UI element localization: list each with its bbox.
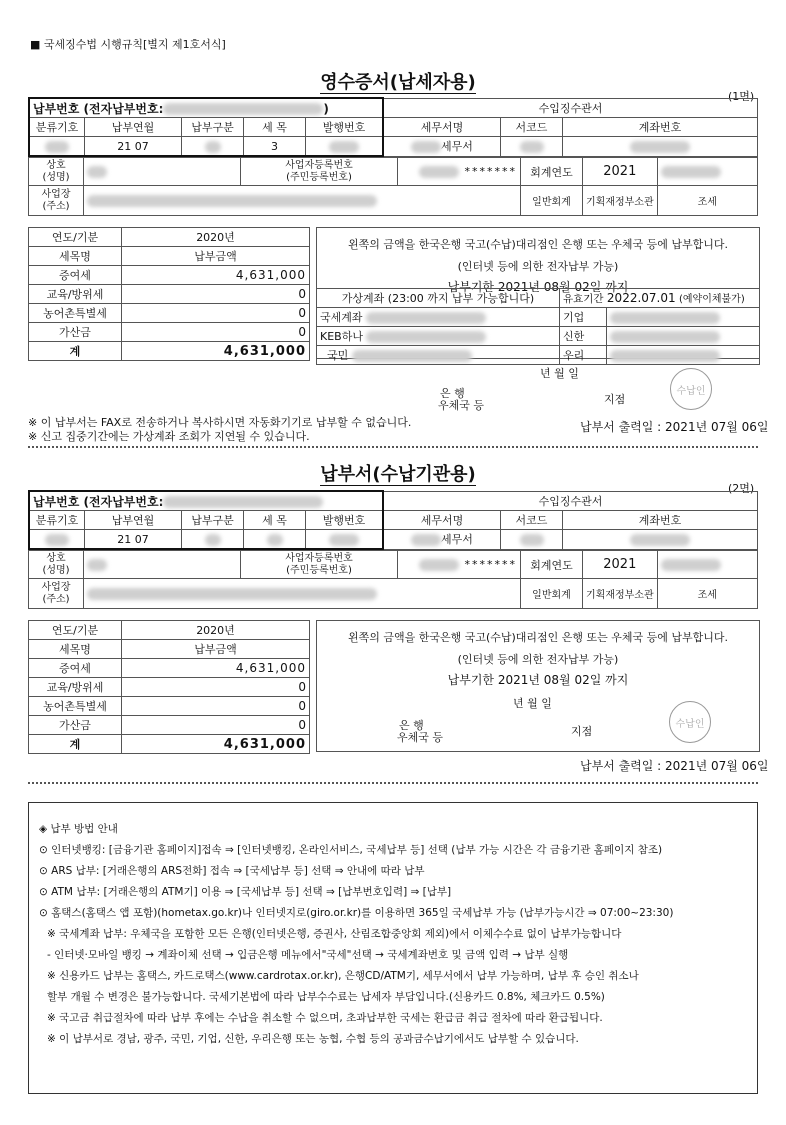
guide-line: ⊙ ATM 납부: [거래은행의 ATM기] 이용 ⇒ [국세납부 등] 선택 ⇒ [납부번호입력] ⇒ [납부] (39, 886, 452, 898)
printed-date-2: 납부서 출력일 : 2021년 07월 06일 (580, 759, 769, 773)
payment-slip-title: 납부서(수납기관용) (320, 464, 476, 485)
tax-code-value: 3 (244, 137, 306, 157)
row-value: 4,631,000 (122, 266, 310, 285)
col-issue-no: 발행번호 (306, 511, 384, 530)
row-name: 농어촌특별세 (29, 304, 122, 323)
guide-line: ※ 이 납부서로 경남, 광주, 국민, 기업, 신한, 우리은행 또는 농협, 수협 등의 공과금수납기에서도 납부할 수 있습니다. (47, 1033, 579, 1045)
col-account-no: 계좌번호 (563, 118, 758, 137)
col-payment-type: 납부구분 (182, 511, 244, 530)
reg-no-value: ******* (398, 158, 521, 186)
name-label: 상호 (성명) (29, 551, 84, 579)
col-account-no: 계좌번호 (563, 511, 758, 530)
bank-text: 은 행 (399, 719, 424, 732)
page-1-label: (1면) (728, 90, 755, 103)
notice-line2: (인터넷 등에 의한 전자납부 가능) (457, 260, 619, 273)
row-value: 0 (122, 678, 310, 697)
receipt-stamp: 수납인 (670, 368, 712, 410)
row-value: 0 (122, 697, 310, 716)
tax-type-label: 조세 (657, 579, 757, 609)
date-line: 년 월 일 (513, 697, 552, 710)
total-label: 계 (29, 342, 122, 361)
guide-line: ※ 국세계좌 납부: 우체국을 포함한 모든 은행(인터넷은행, 증권사, 산림조합중앙회 제외)에서 이체수수료 없이 납부가능합니다 (47, 928, 622, 940)
left-bank-row: KEB하나 (317, 327, 560, 346)
receipt-stamp: 수납인 (669, 701, 711, 743)
payment-no-label: 납부번호 (전자납부번호: ) (29, 98, 383, 118)
item-label: 세목명 (29, 640, 122, 659)
post-text: 우체국 등 (438, 399, 485, 412)
valid-period: 유효기간 2022.07.01 (예약이체불가) (560, 289, 760, 308)
ministry-label: 기획재정부소관 (583, 579, 658, 609)
reg-no-label: 사업자등록번호 (주민등록번호) (241, 551, 398, 579)
amounts-table-1 (28, 227, 310, 361)
fiscal-year-value: 2021 (583, 158, 658, 186)
col-tax-item: 세 목 (244, 511, 306, 530)
fiscal-year-label: 회계연도 (521, 551, 583, 579)
bank-label: 기업 (560, 308, 607, 327)
taxpayer-table-1 (28, 157, 758, 216)
tax-office-value: 세무서 (383, 137, 501, 157)
receipt-title: 영수증서(납세자용) (320, 72, 476, 93)
total-value: 4,631,000 (122, 735, 310, 754)
amount-label: 납부금액 (122, 247, 310, 266)
note-virtual: ※ 신고 집중기간에는 가상계좌 조회가 지연될 수 있습니다. (28, 430, 310, 443)
year-label: 연도/기분 (29, 621, 122, 640)
cut-line-2 (28, 782, 758, 784)
deadline: 납부기한 2021년 08월 02일 까지 (447, 280, 629, 294)
note-fax: ※ 이 납부서는 FAX로 전송하거나 복사하시면 자동화기기로 납부할 수 없습니다. (28, 416, 412, 429)
col-office-code: 서코드 (501, 511, 563, 530)
bank-label: 우리 (560, 346, 607, 365)
guide-title: ◈ 납부 방법 안내 (39, 823, 118, 835)
left-bank-row: 국민 (317, 346, 560, 365)
year-label: 연도/기분 (29, 228, 122, 247)
page-2-label: (2면) (728, 482, 755, 495)
col-office-code: 서코드 (501, 118, 563, 137)
notice-line2: (인터넷 등에 의한 전자납부 가능) (457, 653, 619, 666)
guide-line: ⊙ 홈택스(홈택스 앱 포함)(hometax.go.kr)나 인터넷지로(giro.or.kr)를 이용하면 365일 국세납부 가능 (납부가능시간 ⇒ 07:00~23:30) (39, 907, 674, 919)
notice-line1: 왼쪽의 금액을 한국은행 국고(수납)대리점인 은행 또는 우체국 등에 납부합니다. (347, 238, 729, 251)
header-table-2 (28, 490, 758, 550)
virtual-label: 가상계좌 (23:00 까지 납부 가능합니다) (317, 289, 560, 308)
row-name: 교육/방위세 (29, 678, 122, 697)
general-account: 일반회계 (521, 186, 583, 216)
total-value: 4,631,000 (122, 342, 310, 361)
general-account: 일반회계 (521, 579, 583, 609)
guide-line: ※ 국고금 취급절차에 따라 납부 후에는 수납을 취소할 수 없으며, 초과납부한 국세는 환급금 취급 절차에 따라 환급됩니다. (47, 1012, 603, 1024)
row-name: 증여세 (29, 659, 122, 678)
deadline: 납부기한 2021년 08월 02일 까지 (447, 673, 629, 687)
printed-date-1: 납부서 출력일 : 2021년 07월 06일 (580, 420, 769, 434)
notice-box-2 (316, 620, 760, 752)
year-month-value: 21 07 (85, 530, 182, 550)
tax-type-label: 조세 (657, 186, 757, 216)
guide-line: 할부 개월 수 변경은 불가능합니다. 국세기본법에 따라 납부수수료는 납세자 부담입니다.(신용카드 0.8%, 체크카드 0.5%) (47, 991, 605, 1003)
tax-office-value: 세무서 (383, 530, 501, 550)
col-tax-item: 세 목 (244, 118, 306, 137)
row-name: 가산금 (29, 323, 122, 342)
address-label: 사업장 (주소) (29, 186, 84, 216)
col-year-month: 납부연월 (85, 118, 182, 137)
cut-line-1 (28, 446, 758, 448)
col-classification: 분류기호 (29, 118, 85, 137)
form-id: ■ 국세징수법 시행규칙[별지 제1호서식] (30, 38, 226, 51)
guide-line: - 인터넷·모바일 뱅킹 → 계좌이체 선택 → 입금은행 메뉴에서"국세"선택 → 국세계좌번호 및 금액 입력 → 납부 실행 (47, 949, 569, 961)
year-value: 2020년 (122, 228, 310, 247)
row-name: 가산금 (29, 716, 122, 735)
col-payment-type: 납부구분 (182, 118, 244, 137)
col-year-month: 납부연월 (85, 511, 182, 530)
bank-text: 은 행 (440, 387, 465, 400)
row-value: 0 (122, 716, 310, 735)
address-label: 사업장 (주소) (29, 579, 84, 609)
guide-line: ⊙ ARS 납부: [거래은행의 ARS전화] 접속 ⇒ [국세납부 등] 선택 ⇒ 안내에 따라 납부 (39, 865, 425, 877)
receiving-office: 수입징수관서 (383, 98, 758, 118)
amount-label: 납부금액 (122, 640, 310, 659)
bank-label: 신한 (560, 327, 607, 346)
row-value: 0 (122, 304, 310, 323)
notice-line1: 왼쪽의 금액을 한국은행 국고(수납)대리점인 은행 또는 우체국 등에 납부합니다. (347, 631, 729, 644)
reg-no-value: ******* (398, 551, 521, 579)
branch-text: 지점 (604, 393, 626, 406)
total-label: 계 (29, 735, 122, 754)
fiscal-year-value: 2021 (583, 551, 658, 579)
col-issue-no: 발행번호 (306, 118, 384, 137)
row-value: 0 (122, 285, 310, 304)
row-name: 증여세 (29, 266, 122, 285)
header-table-1 (28, 97, 758, 157)
col-classification: 분류기호 (29, 511, 85, 530)
branch-text: 지점 (571, 725, 593, 738)
row-value: 4,631,000 (122, 659, 310, 678)
row-name: 교육/방위세 (29, 285, 122, 304)
reg-no-label: 사업자등록번호 (주민등록번호) (241, 158, 398, 186)
row-name: 농어촌특별세 (29, 697, 122, 716)
amounts-table-2 (28, 620, 310, 754)
notice-box-1 (316, 227, 760, 362)
fiscal-year-label: 회계연도 (521, 158, 583, 186)
date-line: 년 월 일 (540, 367, 579, 380)
payment-guide (28, 802, 758, 1094)
post-text: 우체국 등 (397, 731, 444, 744)
col-tax-office: 세무서명 (383, 118, 501, 137)
item-label: 세목명 (29, 247, 122, 266)
guide-line: ⊙ 인터넷뱅킹: [금융기관 홈페이지]접속 ⇒ [인터넷뱅킹, 온라인서비스, 국세납부 등] 선택 (납부 가능 시간은 각 금융기관 홈페이지 참조) (39, 844, 663, 856)
row-value: 0 (122, 323, 310, 342)
guide-line: ※ 신용카드 납부는 홈택스, 카드로택스(www.cardrotax.or.kr), 은행CD/ATM기, 세무서에서 납부 가능하며, 납부 후 승인 취소나 (47, 970, 639, 982)
payment-no-label: 납부번호 (전자납부번호: (29, 491, 383, 511)
receiving-office: 수입징수관서 (383, 491, 758, 511)
year-value: 2020년 (122, 621, 310, 640)
year-month-value: 21 07 (85, 137, 182, 157)
ministry-label: 기획재정부소관 (583, 186, 658, 216)
col-tax-office: 세무서명 (383, 511, 501, 530)
name-label: 상호 (성명) (29, 158, 84, 186)
taxpayer-table-2 (28, 550, 758, 609)
virtual-account-table (316, 288, 760, 365)
left-bank-row: 국세계좌 (317, 308, 560, 327)
